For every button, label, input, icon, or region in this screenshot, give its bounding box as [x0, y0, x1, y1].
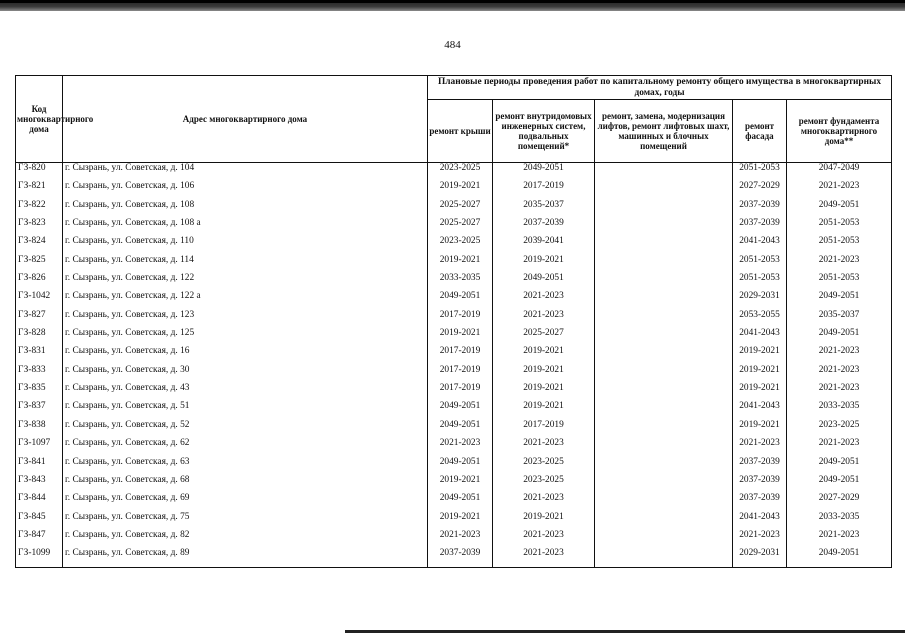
table-row: [16, 163, 892, 182]
cell-elevators: [595, 236, 733, 254]
cell-facade: 2021-2023: [733, 438, 787, 456]
cell-elevators: [595, 530, 733, 548]
cell-systems: 2025-2027: [493, 328, 595, 346]
cell-elevators: [595, 255, 733, 273]
cell-foundation: 2021-2023: [787, 383, 892, 401]
cell-address: г. Сызрань, ул. Советская, д. 114: [63, 255, 428, 273]
cell-roof: 2017-2019: [428, 365, 493, 383]
scan-bottom-border: [345, 630, 905, 633]
cell-facade: 2029-2031: [733, 548, 787, 567]
cell-elevators: [595, 163, 733, 182]
cell-facade: 2021-2023: [733, 530, 787, 548]
cell-foundation: 2049-2051: [787, 457, 892, 475]
cell-systems: 2037-2039: [493, 218, 595, 236]
cell-systems: 2019-2021: [493, 512, 595, 530]
cell-foundation: 2051-2053: [787, 273, 892, 291]
cell-address: г. Сызрань, ул. Советская, д. 68: [63, 475, 428, 493]
cell-facade: 2037-2039: [733, 200, 787, 218]
cell-code: ГЗ-824: [16, 236, 63, 254]
cell-address: г. Сызрань, ул. Советская, д. 106: [63, 181, 428, 199]
cell-roof: 2017-2019: [428, 383, 493, 401]
cell-address: г. Сызрань, ул. Советская, д. 51: [63, 401, 428, 419]
cell-code: ГЗ-1097: [16, 438, 63, 456]
cell-facade: 2051-2053: [733, 163, 787, 182]
table-row: [16, 273, 892, 291]
cell-address: г. Сызрань, ул. Советская, д. 82: [63, 530, 428, 548]
cell-elevators: [595, 457, 733, 475]
cell-roof: 2049-2051: [428, 401, 493, 419]
cell-systems: 2035-2037: [493, 200, 595, 218]
cell-foundation: 2021-2023: [787, 365, 892, 383]
cell-elevators: [595, 181, 733, 199]
cell-code: ГЗ-821: [16, 181, 63, 199]
table-row: [16, 493, 892, 511]
cell-foundation: 2021-2023: [787, 346, 892, 364]
cell-roof: 2019-2021: [428, 475, 493, 493]
cell-roof: 2017-2019: [428, 346, 493, 364]
cell-foundation: 2021-2023: [787, 530, 892, 548]
cell-foundation: 2049-2051: [787, 200, 892, 218]
cell-address: г. Сызрань, ул. Советская, д. 16: [63, 346, 428, 364]
cell-code: ГЗ-837: [16, 401, 63, 419]
cell-systems: 2017-2019: [493, 420, 595, 438]
cell-code: ГЗ-825: [16, 255, 63, 273]
header-roof: ремонт крыши: [428, 100, 493, 163]
cell-address: г. Сызрань, ул. Советская, д. 122 а: [63, 291, 428, 309]
cell-elevators: [595, 548, 733, 567]
cell-address: г. Сызрань, ул. Советская, д. 52: [63, 420, 428, 438]
cell-code: ГЗ-845: [16, 512, 63, 530]
cell-facade: 2041-2043: [733, 512, 787, 530]
cell-roof: 2019-2021: [428, 328, 493, 346]
cell-code: ГЗ-822: [16, 200, 63, 218]
header-address: Адрес многоквартирного дома: [63, 76, 428, 163]
cell-elevators: [595, 365, 733, 383]
cell-code: ГЗ-827: [16, 310, 63, 328]
cell-systems: 2019-2021: [493, 346, 595, 364]
cell-elevators: [595, 401, 733, 419]
cell-elevators: [595, 328, 733, 346]
cell-facade: 2037-2039: [733, 475, 787, 493]
cell-code: ГЗ-831: [16, 346, 63, 364]
cell-code: ГЗ-1042: [16, 291, 63, 309]
cell-elevators: [595, 310, 733, 328]
cell-roof: 2049-2051: [428, 457, 493, 475]
table-row: [16, 310, 892, 328]
cell-elevators: [595, 383, 733, 401]
cell-facade: 2019-2021: [733, 420, 787, 438]
cell-elevators: [595, 273, 733, 291]
cell-foundation: 2021-2023: [787, 255, 892, 273]
cell-elevators: [595, 346, 733, 364]
cell-foundation: 2049-2051: [787, 548, 892, 567]
cell-systems: 2019-2021: [493, 365, 595, 383]
cell-address: г. Сызрань, ул. Советская, д. 75: [63, 512, 428, 530]
cell-systems: 2049-2051: [493, 273, 595, 291]
header-code: Код многоквартирного дома: [16, 76, 63, 163]
cell-systems: 2023-2025: [493, 457, 595, 475]
cell-elevators: [595, 493, 733, 511]
cell-code: ГЗ-835: [16, 383, 63, 401]
cell-facade: 2041-2043: [733, 401, 787, 419]
table-row: [16, 328, 892, 346]
cell-address: г. Сызрань, ул. Советская, д. 30: [63, 365, 428, 383]
cell-roof: 2049-2051: [428, 493, 493, 511]
cell-elevators: [595, 200, 733, 218]
cell-systems: 2023-2025: [493, 475, 595, 493]
table-row: [16, 401, 892, 419]
capital-repair-schedule-table: [15, 75, 892, 568]
cell-foundation: 2033-2035: [787, 512, 892, 530]
cell-facade: 2053-2055: [733, 310, 787, 328]
cell-systems: 2021-2023: [493, 438, 595, 456]
table-row: [16, 200, 892, 218]
cell-foundation: 2027-2029: [787, 493, 892, 511]
cell-systems: 2021-2023: [493, 310, 595, 328]
header-elevators: ремонт, замена, модернизация лифтов, ремонт лифтовых шахт, машинных и блочных помещений: [595, 100, 733, 163]
table-row: [16, 457, 892, 475]
cell-address: г. Сызрань, ул. Советская, д. 110: [63, 236, 428, 254]
cell-facade: 2037-2039: [733, 457, 787, 475]
table-row: [16, 438, 892, 456]
cell-facade: 2051-2053: [733, 255, 787, 273]
cell-elevators: [595, 420, 733, 438]
cell-code: ГЗ-838: [16, 420, 63, 438]
cell-roof: 2025-2027: [428, 218, 493, 236]
page-number: 484: [444, 39, 461, 51]
cell-systems: 2019-2021: [493, 255, 595, 273]
cell-address: г. Сызрань, ул. Советская, д. 108 а: [63, 218, 428, 236]
cell-roof: 2017-2019: [428, 310, 493, 328]
cell-roof: 2049-2051: [428, 420, 493, 438]
cell-systems: 2021-2023: [493, 530, 595, 548]
cell-code: ГЗ-844: [16, 493, 63, 511]
cell-systems: 2049-2051: [493, 163, 595, 182]
header-row-group: [16, 76, 892, 100]
cell-foundation: 2023-2025: [787, 420, 892, 438]
cell-facade: 2041-2043: [733, 328, 787, 346]
table-row: [16, 383, 892, 401]
cell-roof: 2025-2027: [428, 200, 493, 218]
cell-foundation: 2047-2049: [787, 163, 892, 182]
table-row: [16, 255, 892, 273]
cell-roof: 2033-2035: [428, 273, 493, 291]
cell-roof: 2021-2023: [428, 530, 493, 548]
cell-systems: 2039-2041: [493, 236, 595, 254]
cell-foundation: 2021-2023: [787, 438, 892, 456]
table-row: [16, 218, 892, 236]
cell-roof: 2049-2051: [428, 291, 493, 309]
cell-address: г. Сызрань, ул. Советская, д. 122: [63, 273, 428, 291]
cell-address: г. Сызрань, ул. Советская, д. 69: [63, 493, 428, 511]
cell-roof: 2037-2039: [428, 548, 493, 567]
cell-code: ГЗ-843: [16, 475, 63, 493]
table-row: [16, 475, 892, 493]
cell-code: ГЗ-1099: [16, 548, 63, 567]
cell-roof: 2019-2021: [428, 181, 493, 199]
cell-facade: 2029-2031: [733, 291, 787, 309]
cell-foundation: 2051-2053: [787, 236, 892, 254]
header-planned-periods: Плановые периоды проведения работ по капитальному ремонту общего имущества в многоквартирных домах, годы: [428, 76, 892, 100]
cell-facade: 2019-2021: [733, 365, 787, 383]
cell-foundation: 2049-2051: [787, 291, 892, 309]
cell-foundation: 2049-2051: [787, 328, 892, 346]
cell-roof: 2023-2025: [428, 163, 493, 182]
cell-systems: 2019-2021: [493, 383, 595, 401]
table-row: [16, 512, 892, 530]
cell-roof: 2019-2021: [428, 512, 493, 530]
cell-address: г. Сызрань, ул. Советская, д. 62: [63, 438, 428, 456]
cell-systems: 2019-2021: [493, 401, 595, 419]
cell-code: ГЗ-847: [16, 530, 63, 548]
cell-facade: 2037-2039: [733, 493, 787, 511]
cell-address: г. Сызрань, ул. Советская, д. 123: [63, 310, 428, 328]
cell-roof: 2021-2023: [428, 438, 493, 456]
cell-elevators: [595, 475, 733, 493]
table-row: [16, 346, 892, 364]
header-systems: ремонт внутридомовых инженерных систем, подвальных помещений*: [493, 100, 595, 163]
cell-facade: 2027-2029: [733, 181, 787, 199]
table-row: [16, 291, 892, 309]
cell-facade: 2037-2039: [733, 218, 787, 236]
cell-code: ГЗ-820: [16, 163, 63, 182]
table-row: [16, 236, 892, 254]
cell-code: ГЗ-826: [16, 273, 63, 291]
cell-systems: 2017-2019: [493, 181, 595, 199]
cell-address: г. Сызрань, ул. Советская, д. 108: [63, 200, 428, 218]
cell-elevators: [595, 291, 733, 309]
cell-foundation: 2051-2053: [787, 218, 892, 236]
cell-systems: 2021-2023: [493, 548, 595, 567]
cell-foundation: 2049-2051: [787, 475, 892, 493]
header-foundation: ремонт фундамента многоквартирного дома**: [787, 100, 892, 163]
table-row: [16, 365, 892, 383]
cell-address: г. Сызрань, ул. Советская, д. 63: [63, 457, 428, 475]
cell-code: ГЗ-828: [16, 328, 63, 346]
cell-address: г. Сызрань, ул. Советская, д. 104: [63, 163, 428, 182]
cell-code: ГЗ-823: [16, 218, 63, 236]
cell-systems: 2021-2023: [493, 493, 595, 511]
table-row: [16, 420, 892, 438]
cell-elevators: [595, 218, 733, 236]
header-facade: ремонт фасада: [733, 100, 787, 163]
cell-address: г. Сызрань, ул. Советская, д. 125: [63, 328, 428, 346]
cell-code: ГЗ-833: [16, 365, 63, 383]
cell-roof: 2019-2021: [428, 255, 493, 273]
scan-top-edge: [0, 0, 905, 3]
cell-systems: 2021-2023: [493, 291, 595, 309]
cell-elevators: [595, 438, 733, 456]
table-row: [16, 548, 892, 567]
cell-facade: 2019-2021: [733, 383, 787, 401]
cell-facade: 2019-2021: [733, 346, 787, 364]
cell-address: г. Сызрань, ул. Советская, д. 43: [63, 383, 428, 401]
table-row: [16, 181, 892, 199]
table-row: [16, 530, 892, 548]
cell-roof: 2023-2025: [428, 236, 493, 254]
cell-elevators: [595, 512, 733, 530]
cell-foundation: 2035-2037: [787, 310, 892, 328]
cell-foundation: 2033-2035: [787, 401, 892, 419]
table-body: [16, 163, 892, 568]
cell-address: г. Сызрань, ул. Советская, д. 89: [63, 548, 428, 567]
cell-code: ГЗ-841: [16, 457, 63, 475]
cell-facade: 2051-2053: [733, 273, 787, 291]
cell-facade: 2041-2043: [733, 236, 787, 254]
cell-foundation: 2021-2023: [787, 181, 892, 199]
